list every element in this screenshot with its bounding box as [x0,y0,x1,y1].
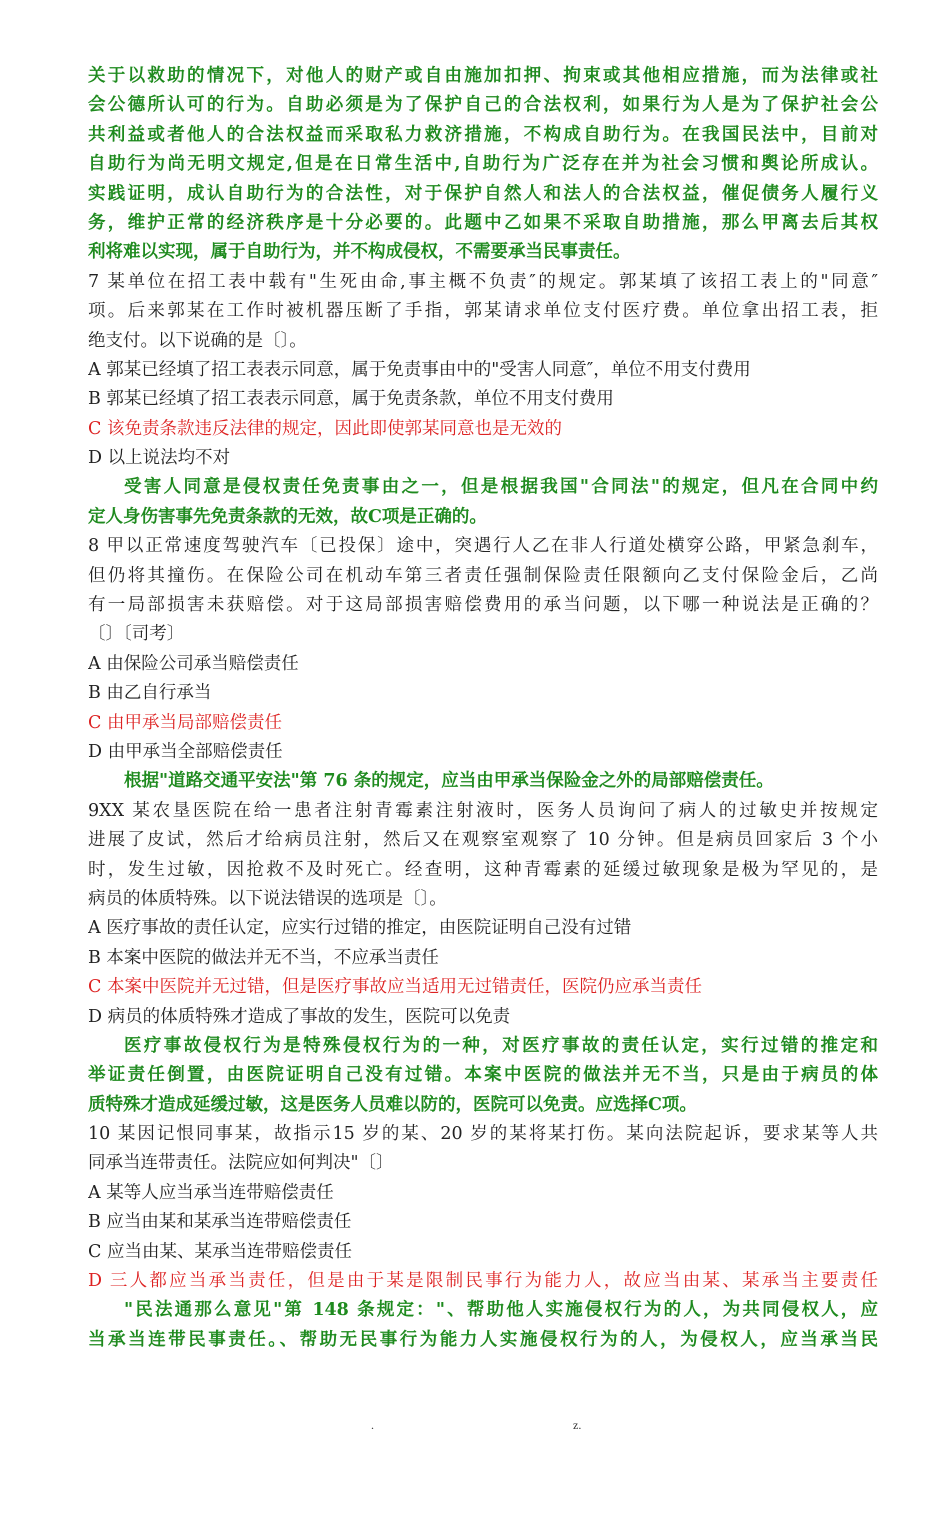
text-line: 自助行为尚无明文规定,但是在日常生活中,自助行为广泛存在并为社会习惯和舆论所成认。 [88,154,878,175]
page-content [88,62,878,1355]
text-line: 定人身伤害事先免责条款的无效，故C项是正确的。 [88,506,487,527]
text-line: 关于以救助的情况下，对他人的财产或自由施加扣押、拘束或其他相应措施，而为法律或社 [88,66,878,86]
text-line: 同承当连带责任。法院应如何判决"〔〕 [88,1153,394,1174]
text-line: C 该免责条款违反法律的规定，因此即使郭某同意也是无效的 [88,418,562,439]
text-line: 8 甲以正常速度驾驶汽车〔已投保〕途中，突遇行人乙在非人行道处横穿公路，甲紧急刹车， [88,536,878,557]
text-line: 9XX 某农垦医院在给一患者注射青霉素注射液时，医务人员询问了病人的过敏史并按规定 [88,800,878,821]
text-line: C 应当由某、某承当连带赔偿责任 [88,1241,352,1262]
text-line: 病员的体质特殊。以下说法错误的选项是〔〕。 [88,888,447,909]
text-line: 举证责任倒置，由医院证明自己没有过错。本案中医院的做法并无不当，只是由于病员的体 [88,1065,878,1086]
text-line: 绝支付。以下说确的是〔〕。 [88,330,307,351]
text-line: D 由甲承当全部赔偿责任 [88,741,283,762]
text-line: D 病员的体质特殊才造成了事故的发生，医院可以免责 [88,1006,511,1027]
text-line: D 以上说法均不对 [88,448,231,469]
text-line: 进展了皮试，然后才给病员注射，然后又在观察室观察了 10 分钟。但是病员回家后 3 个小 [88,830,878,851]
text-line: 受害人同意是侵权责任免责事由之一，但是根据我国"合同法"的规定，但凡在合同中约 [124,477,878,498]
text-line: B 由乙自行承当 [88,683,212,704]
text-line: C 由甲承当局部赔偿责任 [88,712,282,733]
text-line: B 应当由某和某承当连带赔偿责任 [88,1212,352,1233]
text-line: 务，维护正常的经济秩序是十分必要的。此题中乙如果不采取自助措施，那么甲离去后其权 [88,212,878,233]
footer-left-mark: . [371,1418,374,1432]
page-footer [0,1418,950,1438]
text-line: 〔〕〔司考〕 [88,624,185,645]
text-line: A 由保险公司承当赔偿责任 [88,653,299,674]
text-line: B 本案中医院的做法并无不当，不应承当责任 [88,947,439,968]
text-line: A 某等人应当承当连带赔偿责任 [88,1182,334,1203]
text-line: 项。后来郭某在工作时被机器压断了手指，郭某请求单位支付医疗费。单位拿出招工表，拒 [88,301,878,322]
text-line: 会公德所认可的行为。自助必须是为了保护自己的合法权利，如果行为人是为了保护社会公 [88,95,878,116]
text-line: A 医疗事故的责任认定，应实行过错的推定，由医院证明自己没有过错 [88,918,632,939]
text-line: B 郭某已经填了招工表表示同意，属于免责条款，单位不用支付费用 [88,389,614,410]
text-line: "民法通那么意见"第 148 条规定："、帮助他人实施侵权行为的人，为共同侵权人，应 [124,1300,878,1321]
text-line: 7 某单位在招工表中载有"生死由命,事主概不负责″的规定。郭某填了该招工表上的"同意″ [88,271,878,292]
text-line: A 郭某已经填了招工表表示同意，属于免责事由中的"受害人同意″，单位不用支付费用 [88,359,751,380]
text-line: 10 某因记恨同事某，故指示15 岁的某、20 岁的某将某打伤。某向法院起诉，要求某等人共 [88,1124,878,1145]
text-line: 有一局部损害未获赔偿。对于这局部损害赔偿费用的承当问题，以下哪一种说法是正确的？ [88,595,878,616]
text-line: 根据"道路交通平安法"第 76 条的规定，应当由甲承当保险金之外的局部赔偿责任。 [124,771,774,792]
text-line: 医疗事故侵权行为是特殊侵权行为的一种，对医疗事故的责任认定，实行过错的推定和 [124,1035,878,1056]
text-line: 时，发生过敏，因抢救不及时死亡。经查明，这种青霉素的延缓过敏现象是极为罕见的，是 [88,859,878,880]
text-line: 质特殊才造成延缓过敏，这是医务人员难以防的，医院可以免责。应选择C项。 [88,1094,697,1115]
text-line: D 三人都应当承当责任，但是由于某是限制民事行为能力人，故应当由某、某承当主要责任 [88,1271,878,1292]
footer-right-mark: z. [573,1418,582,1432]
text-line: C 本案中医院并无过错，但是医疗事故应当适用无过错责任，医院仍应承当责任 [88,977,702,998]
text-line: 共利益或者他人的合法权益而采取私力救济措施，不构成自助行为。在我国民法中，目前对 [88,124,878,145]
text-line: 利将难以实现，属于自助行为，并不构成侵权，不需要承当民事责任。 [88,242,631,263]
text-line: 当承当连带民事责任。、帮助无民事行为能力人实施侵权行为的人，为侵权人，应当承当民 [88,1329,878,1350]
text-line: 实践证明，成认自助行为的合法性，对于保护自然人和法人的合法权益，催促债务人履行义 [88,183,878,204]
text-line: 但仍将其撞伤。在保险公司在机动车第三者责任强制保险责任限额向乙支付保险金后，乙尚 [88,565,878,586]
